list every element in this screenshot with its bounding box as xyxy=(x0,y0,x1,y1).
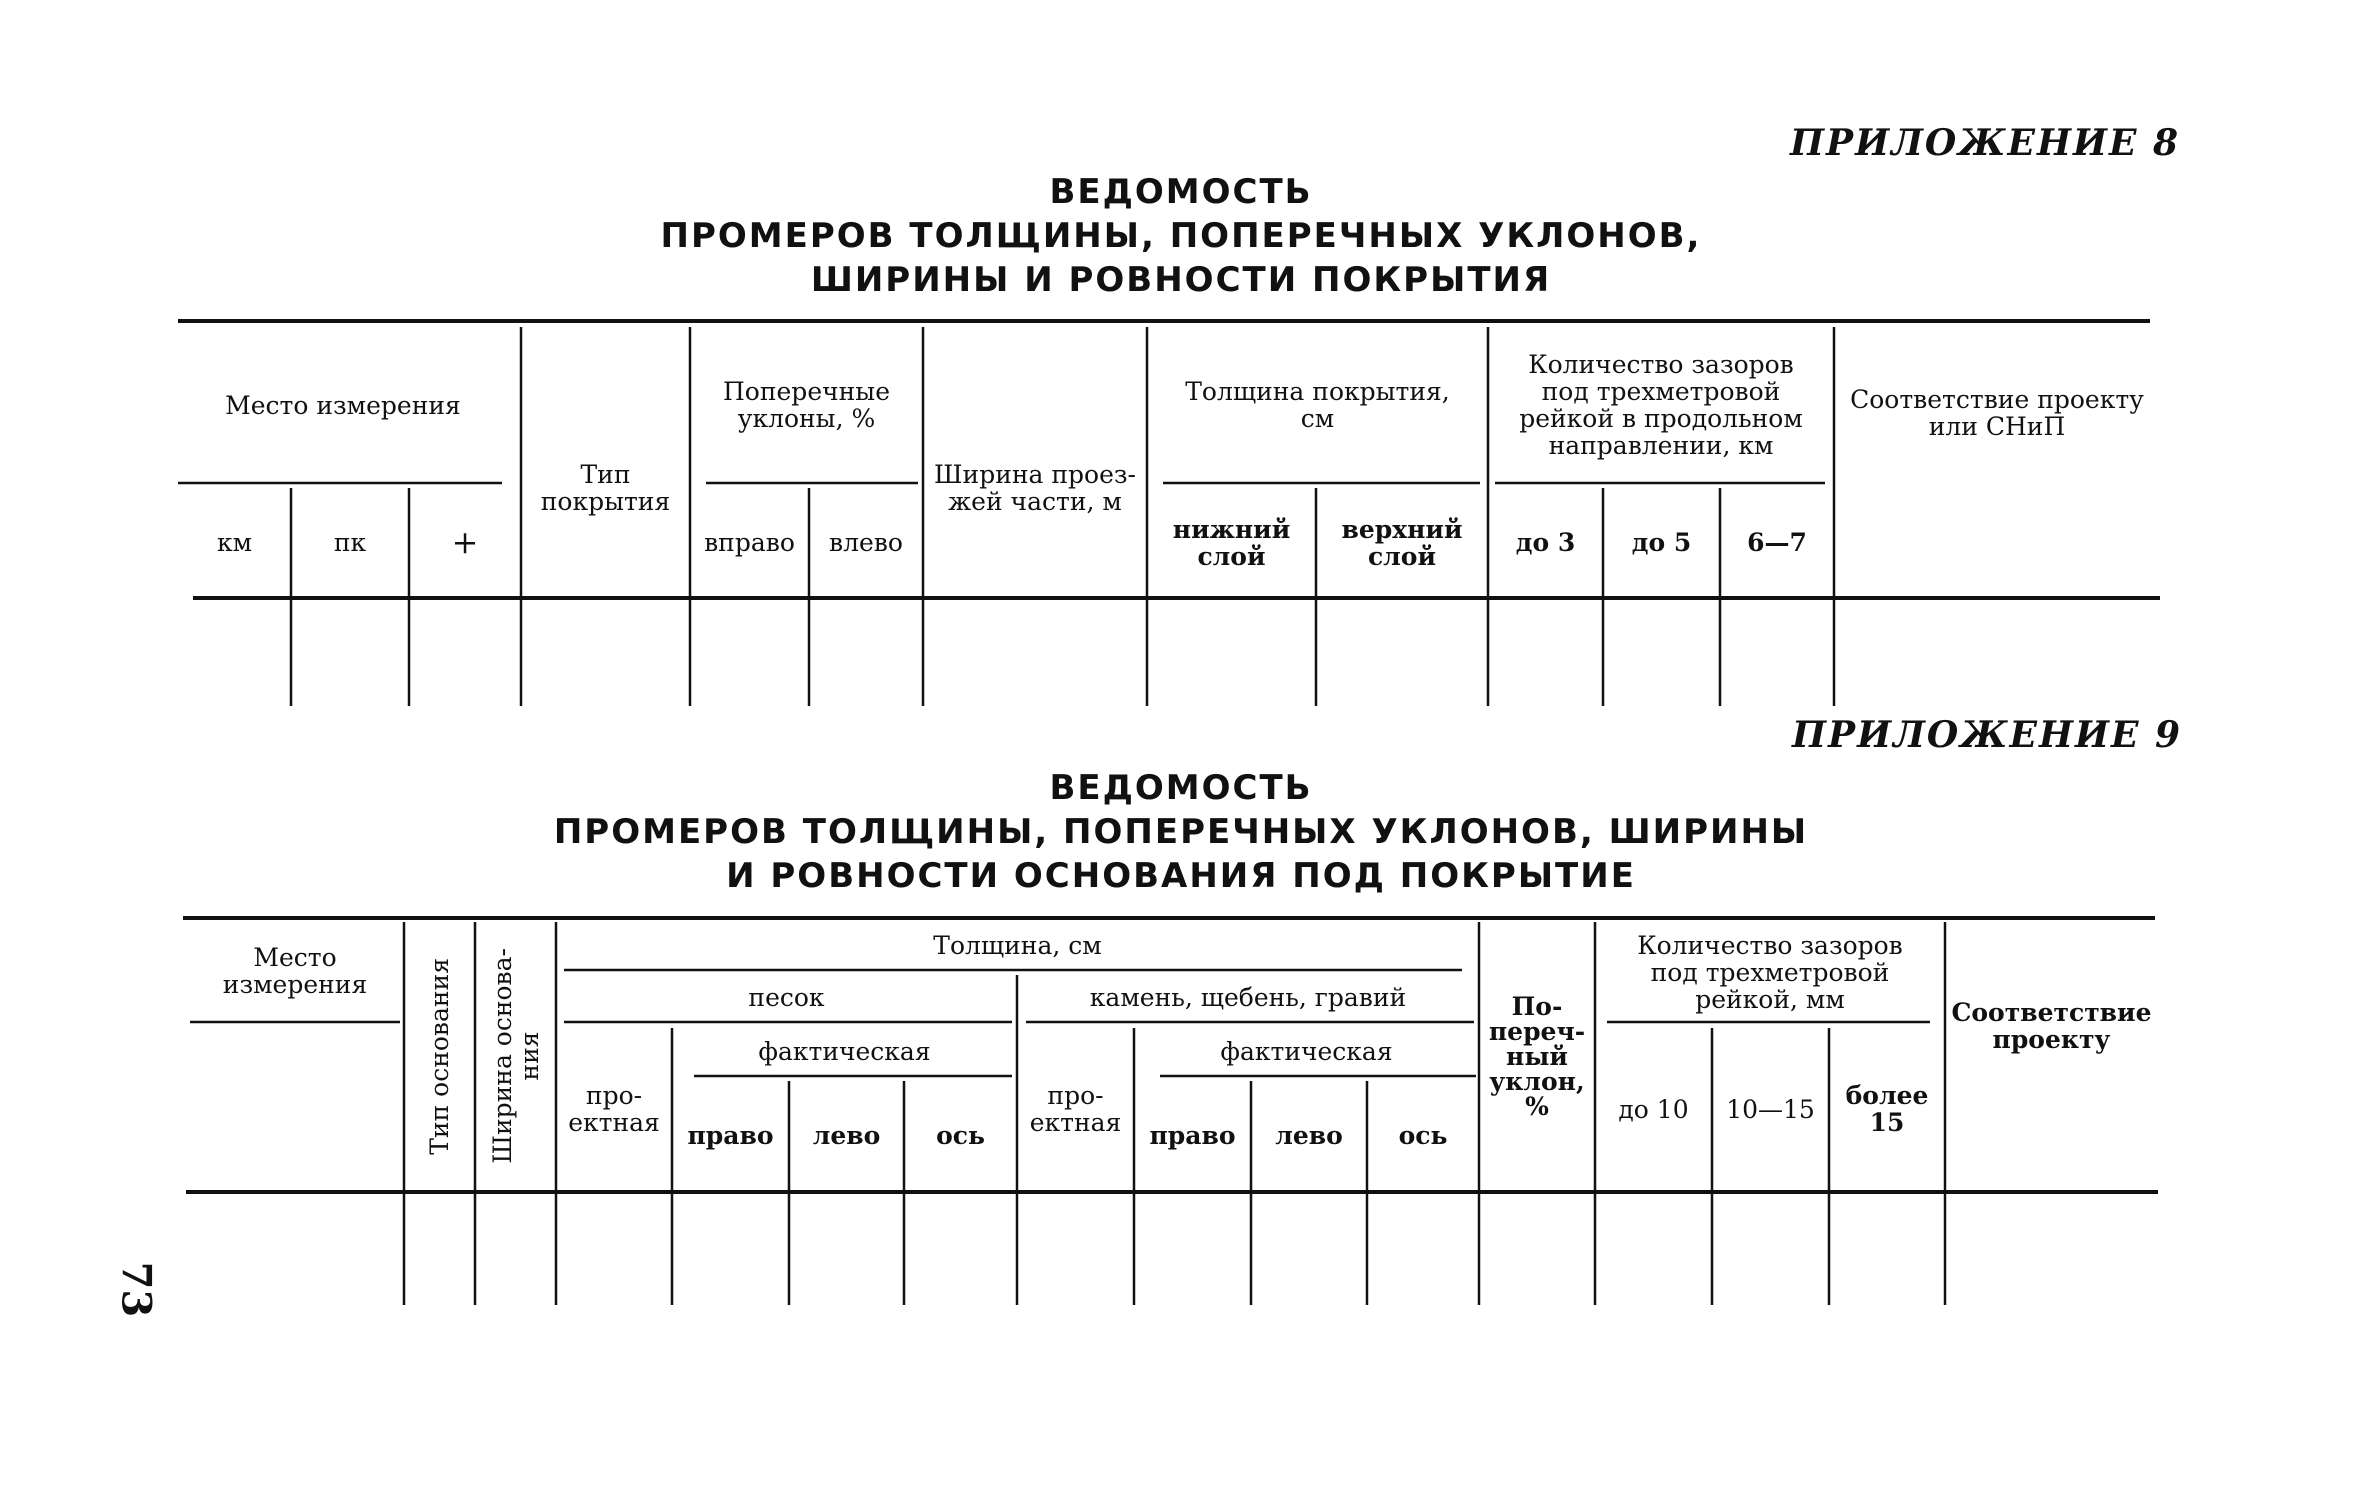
header-base-width xyxy=(475,925,556,1187)
header-gap-count: Количество зазоров под трехметровой рейкой, мм xyxy=(1637,931,1903,1014)
title-line: ПРОМЕРОВ ТОЛЩИНЫ, ПОПЕРЕЧНЫХ УКЛОНОВ, xyxy=(660,216,1702,256)
header-base-type-text: Тип основания xyxy=(425,957,454,1155)
header-sand-left: лево xyxy=(812,1120,881,1150)
title-line: ПРОМЕРОВ ТОЛЩИНЫ, ПОПЕРЕЧНЫХ УКЛОНОВ, ШИРИНЫ xyxy=(553,812,1809,852)
header-up-to-5: до 5 xyxy=(1631,528,1692,557)
header-stone-right: право xyxy=(1149,1120,1236,1150)
header-over-15: более 15 xyxy=(1845,1081,1929,1137)
appendix-9-label: ПРИЛОЖЕНИЕ 9 xyxy=(1791,714,2182,756)
header-sand-axis: ось xyxy=(936,1120,985,1150)
header-gap-count: Количество зазоров под трехметровой рейкой в продольном направлении, км xyxy=(1519,350,1803,460)
header-up-to-10: до 10 xyxy=(1618,1094,1689,1124)
header-km: км xyxy=(216,528,253,557)
header-sand-actual: фактическая xyxy=(758,1036,931,1066)
header-compliance: Соответствие проекту или СНиП xyxy=(1850,384,2144,441)
header-coating-thickness: Толщина покрытия, см xyxy=(1185,377,1450,433)
title-line: ВЕДОМОСТЬ xyxy=(1049,768,1313,808)
page-number: 73 xyxy=(112,1261,160,1318)
header-stone-actual: фактическая xyxy=(1220,1036,1393,1066)
header-stone-axis: ось xyxy=(1398,1120,1448,1150)
header-slope-left: влево xyxy=(829,528,903,557)
header-stone-design: про- ектная xyxy=(1029,1081,1122,1137)
header-cross-slope: По- переч- ный уклон, % xyxy=(1488,991,1586,1121)
header-sand-right: право xyxy=(687,1120,774,1150)
header-stone-left: лево xyxy=(1275,1120,1343,1150)
header-lower-layer: нижний слой xyxy=(1172,514,1291,571)
title-line: И РОВНОСТИ ОСНОВАНИЯ ПОД ПОКРЫТИЕ xyxy=(726,856,1636,896)
header-compliance: Соответствие проекту xyxy=(1951,998,2152,1054)
header-upper-layer: верхний слой xyxy=(1341,514,1463,571)
header-base-type xyxy=(404,925,475,1187)
header-coating-type: Тип покрытия xyxy=(540,459,671,516)
header-sand-design: про- ектная xyxy=(568,1081,660,1137)
title-line: ВЕДОМОСТЬ xyxy=(1049,172,1313,212)
header-6-7: 6—7 xyxy=(1747,528,1807,557)
header-plus: + xyxy=(451,523,479,561)
header-slope-right: вправо xyxy=(704,528,795,557)
title-line: ШИРИНЫ И РОВНОСТИ ПОКРЫТИЯ xyxy=(810,260,1552,300)
header-base-width-text: Ширина основа- ния xyxy=(487,948,544,1164)
header-thickness: Толщина, см xyxy=(933,930,1102,960)
header-cross-slopes: Поперечные уклоны, % xyxy=(723,377,890,433)
appendix-8-label: ПРИЛОЖЕНИЕ 8 xyxy=(1789,122,2180,164)
header-up-to-3: до 3 xyxy=(1515,528,1576,557)
header-10-15: 10—15 xyxy=(1726,1094,1815,1124)
header-measurement-place: Место измерения xyxy=(225,390,461,420)
header-pk: пк xyxy=(333,528,367,557)
appendix-9-title xyxy=(0,766,2362,898)
header-stone-gravel: камень, щебень, гравий xyxy=(1089,983,1407,1012)
header-carriageway-width: Ширина проез- жей части, м xyxy=(934,459,1136,516)
header-sand: песок xyxy=(748,983,825,1012)
header-measurement-place: Место измерения xyxy=(222,943,368,999)
